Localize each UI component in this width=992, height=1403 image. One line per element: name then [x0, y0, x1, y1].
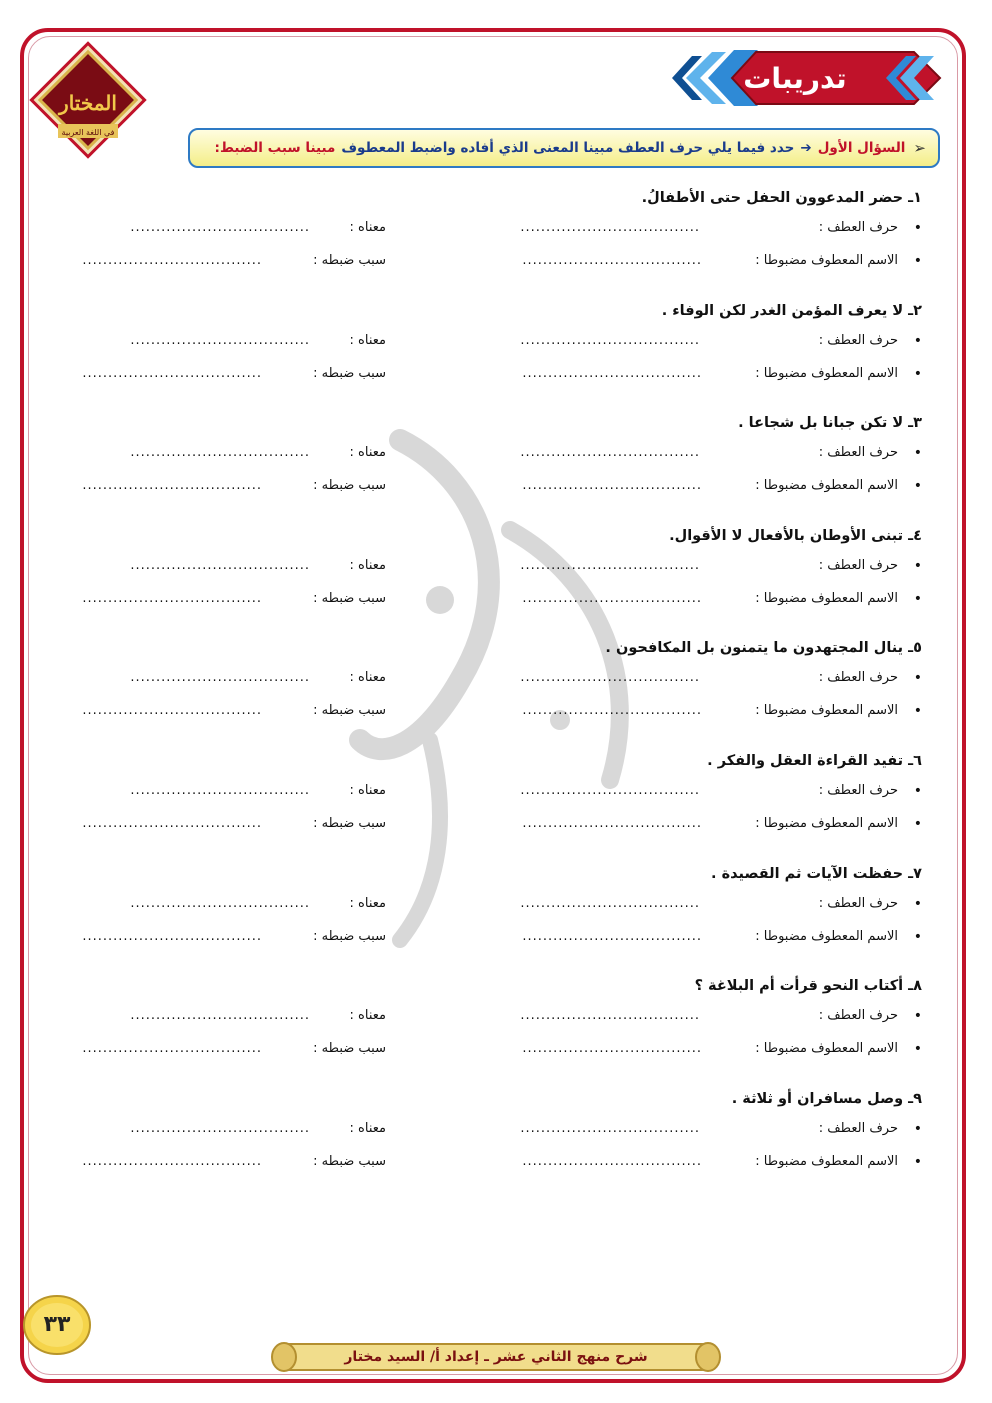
meaning-label: معناه :: [349, 670, 386, 685]
answer-row-noun: [62, 816, 922, 838]
answer-row-conjunction: [62, 1121, 922, 1143]
exercise-sentence: ٢ـ لا يعرف المؤمن الغدر لكن الوفاء .: [661, 303, 922, 319]
bullet-icon: •: [913, 591, 922, 607]
meaning-label: معناه :: [349, 558, 386, 573]
reason-label: سبب ضبطه :: [313, 703, 386, 718]
answer-row-noun: [62, 591, 922, 613]
answer-blank[interactable]: ...................................: [82, 478, 262, 493]
answer-blank[interactable]: ...................................: [130, 783, 310, 798]
answer-blank[interactable]: ...................................: [82, 703, 262, 718]
noun-label: الاسم المعطوف مضبوطا :: [755, 929, 898, 944]
answer-row-noun: [62, 253, 922, 275]
question-text: حدد فيما يلي حرف العطف مبينا المعنى الذي أفاده واضبط المعطوف: [341, 140, 795, 156]
answer-row-noun: [62, 929, 922, 951]
meaning-label: معناه :: [349, 333, 386, 348]
bullet-icon: •: [913, 445, 922, 461]
logo-name: المختار: [59, 91, 117, 115]
exercise-sentence: ٤ـ تبنى الأوطان بالأفعال لا الأقوال.: [669, 528, 922, 544]
bullet-icon: •: [913, 896, 922, 912]
exercise-sentence: ٥ـ ينال المجتهدون ما يتمنون بل المكافحون .: [605, 640, 922, 656]
meaning-label: معناه :: [349, 1008, 386, 1023]
noun-label: الاسم المعطوف مضبوطا :: [755, 1041, 898, 1056]
bullet-icon: •: [913, 670, 922, 686]
answer-row-noun: [62, 703, 922, 725]
reason-label: سبب ضبطه :: [313, 1041, 386, 1056]
answer-row-conjunction: [62, 333, 922, 355]
exercise-item: [62, 528, 922, 628]
exercise-item: [62, 303, 922, 403]
noun-label: الاسم المعطوف مضبوطا :: [755, 253, 898, 268]
answer-row-conjunction: [62, 783, 922, 805]
answer-row-noun: [62, 478, 922, 500]
answer-blank[interactable]: ...................................: [520, 445, 700, 460]
conjunction-label: حرف العطف :: [818, 670, 898, 685]
answer-row-conjunction: [62, 220, 922, 242]
answer-blank[interactable]: ...................................: [82, 253, 262, 268]
answer-row-noun: [62, 1041, 922, 1063]
answer-row-noun: [62, 1154, 922, 1176]
exercise-item: [62, 190, 922, 290]
answer-blank[interactable]: ...................................: [82, 366, 262, 381]
exercise-item: [62, 415, 922, 515]
noun-label: الاسم المعطوف مضبوطا :: [755, 366, 898, 381]
answer-blank[interactable]: ...................................: [130, 445, 310, 460]
noun-label: الاسم المعطوف مضبوطا :: [755, 591, 898, 606]
answer-blank[interactable]: ...................................: [130, 333, 310, 348]
answer-row-conjunction: [62, 670, 922, 692]
question-arrow: ➔: [800, 140, 812, 156]
logo-subtitle: في اللغة العربية: [61, 128, 115, 137]
answer-blank[interactable]: ...................................: [130, 220, 310, 235]
answer-blank[interactable]: ...................................: [522, 591, 702, 606]
checkmark-arrow-icon: ➢: [913, 139, 926, 157]
noun-label: الاسم المعطوف مضبوطا :: [755, 478, 898, 493]
exercise-sentence: ٧ـ حفظت الآيات ثم القصيدة .: [711, 866, 922, 882]
answer-blank[interactable]: ...................................: [520, 783, 700, 798]
answer-blank[interactable]: ...................................: [522, 703, 702, 718]
conjunction-label: حرف العطف :: [818, 783, 898, 798]
exercise-item: [62, 640, 922, 740]
exercise-sentence: ١ـ حضر المدعوون الحفل حتى الأطفالُ.: [641, 190, 922, 206]
answer-blank[interactable]: ...................................: [520, 220, 700, 235]
meaning-label: معناه :: [349, 783, 386, 798]
answer-blank[interactable]: ...................................: [520, 1121, 700, 1136]
footer-text: شرح منهج الثاني عشر ـ إعداد أ/ السيد مختار: [344, 1349, 648, 1365]
answer-blank[interactable]: ...................................: [130, 1121, 310, 1136]
bullet-icon: •: [913, 366, 922, 382]
meaning-label: معناه :: [349, 220, 386, 235]
reason-label: سبب ضبطه :: [313, 253, 386, 268]
bullet-icon: •: [913, 333, 922, 349]
noun-label: الاسم المعطوف مضبوطا :: [755, 703, 898, 718]
answer-blank[interactable]: ...................................: [130, 670, 310, 685]
bullet-icon: •: [913, 929, 922, 945]
answer-blank[interactable]: ...................................: [82, 1041, 262, 1056]
answer-blank[interactable]: ...................................: [130, 558, 310, 573]
noun-label: الاسم المعطوف مضبوطا :: [755, 1154, 898, 1169]
conjunction-label: حرف العطف :: [818, 896, 898, 911]
reason-label: سبب ضبطه :: [313, 591, 386, 606]
question-bar: [188, 128, 940, 168]
bullet-icon: •: [913, 1121, 922, 1137]
answer-blank[interactable]: ...................................: [522, 1041, 702, 1056]
bullet-icon: •: [913, 220, 922, 236]
conjunction-label: حرف العطف :: [818, 445, 898, 460]
answer-blank[interactable]: ...................................: [522, 929, 702, 944]
bullet-icon: •: [913, 783, 922, 799]
answer-row-conjunction: [62, 896, 922, 918]
exercise-sentence: ٩ـ وصل مسافران أو ثلاثة .: [731, 1091, 922, 1107]
exercise-item: [62, 866, 922, 966]
reason-label: سبب ضبطه :: [313, 366, 386, 381]
answer-blank[interactable]: ...................................: [522, 1154, 702, 1169]
banner-title: تدريبات: [743, 61, 847, 95]
answer-blank[interactable]: ...................................: [130, 896, 310, 911]
noun-label: الاسم المعطوف مضبوطا :: [755, 816, 898, 831]
answer-row-conjunction: [62, 445, 922, 467]
answer-row-noun: [62, 366, 922, 388]
conjunction-label: حرف العطف :: [818, 1121, 898, 1136]
answer-blank[interactable]: ...................................: [522, 253, 702, 268]
answer-blank[interactable]: ...................................: [82, 816, 262, 831]
exercise-item: [62, 978, 922, 1078]
answer-blank[interactable]: ...................................: [82, 1154, 262, 1169]
meaning-label: معناه :: [349, 896, 386, 911]
bullet-icon: •: [913, 1154, 922, 1170]
reason-label: سبب ضبطه :: [313, 1154, 386, 1169]
almukhtar-logo: [24, 36, 152, 164]
answer-blank[interactable]: ...................................: [522, 478, 702, 493]
conjunction-label: حرف العطف :: [818, 558, 898, 573]
bullet-icon: •: [913, 703, 922, 719]
page-number: ٣٣: [43, 1311, 71, 1337]
question-label: السؤال الأول: [817, 140, 906, 156]
answer-blank[interactable]: ...................................: [520, 896, 700, 911]
answer-blank[interactable]: ...................................: [520, 670, 700, 685]
answer-blank[interactable]: ...................................: [520, 333, 700, 348]
answer-row-conjunction: [62, 1008, 922, 1030]
answer-row-conjunction: [62, 558, 922, 580]
bullet-icon: •: [913, 253, 922, 269]
answer-blank[interactable]: ...................................: [82, 929, 262, 944]
answer-blank[interactable]: ...................................: [520, 1008, 700, 1023]
answer-blank[interactable]: ...................................: [82, 591, 262, 606]
exercise-sentence: ٣ـ لا تكن جبانا بل شجاعا .: [738, 415, 922, 431]
exercise-item: [62, 1091, 922, 1191]
answer-blank[interactable]: ...................................: [522, 816, 702, 831]
reason-label: سبب ضبطه :: [313, 816, 386, 831]
question-text-end: مبينا سبب الضبط:: [214, 140, 336, 156]
conjunction-label: حرف العطف :: [818, 220, 898, 235]
reason-label: سبب ضبطه :: [313, 478, 386, 493]
reason-label: سبب ضبطه :: [313, 929, 386, 944]
meaning-label: معناه :: [349, 1121, 386, 1136]
answer-blank[interactable]: ...................................: [130, 1008, 310, 1023]
bullet-icon: •: [913, 1008, 922, 1024]
bullet-icon: •: [913, 478, 922, 494]
conjunction-label: حرف العطف :: [818, 333, 898, 348]
bullet-icon: •: [913, 816, 922, 832]
meaning-label: معناه :: [349, 445, 386, 460]
exercise-sentence: ٦ـ تفيد القراءة العقل والفكر .: [707, 753, 922, 769]
answer-blank[interactable]: ...................................: [522, 366, 702, 381]
exercise-sentence: ٨ـ أكتاب النحو قرأت أم البلاغة ؟: [694, 978, 922, 994]
bullet-icon: •: [913, 558, 922, 574]
answer-blank[interactable]: ...................................: [520, 558, 700, 573]
exercise-item: [62, 753, 922, 853]
conjunction-label: حرف العطف :: [818, 1008, 898, 1023]
bullet-icon: •: [913, 1041, 922, 1057]
